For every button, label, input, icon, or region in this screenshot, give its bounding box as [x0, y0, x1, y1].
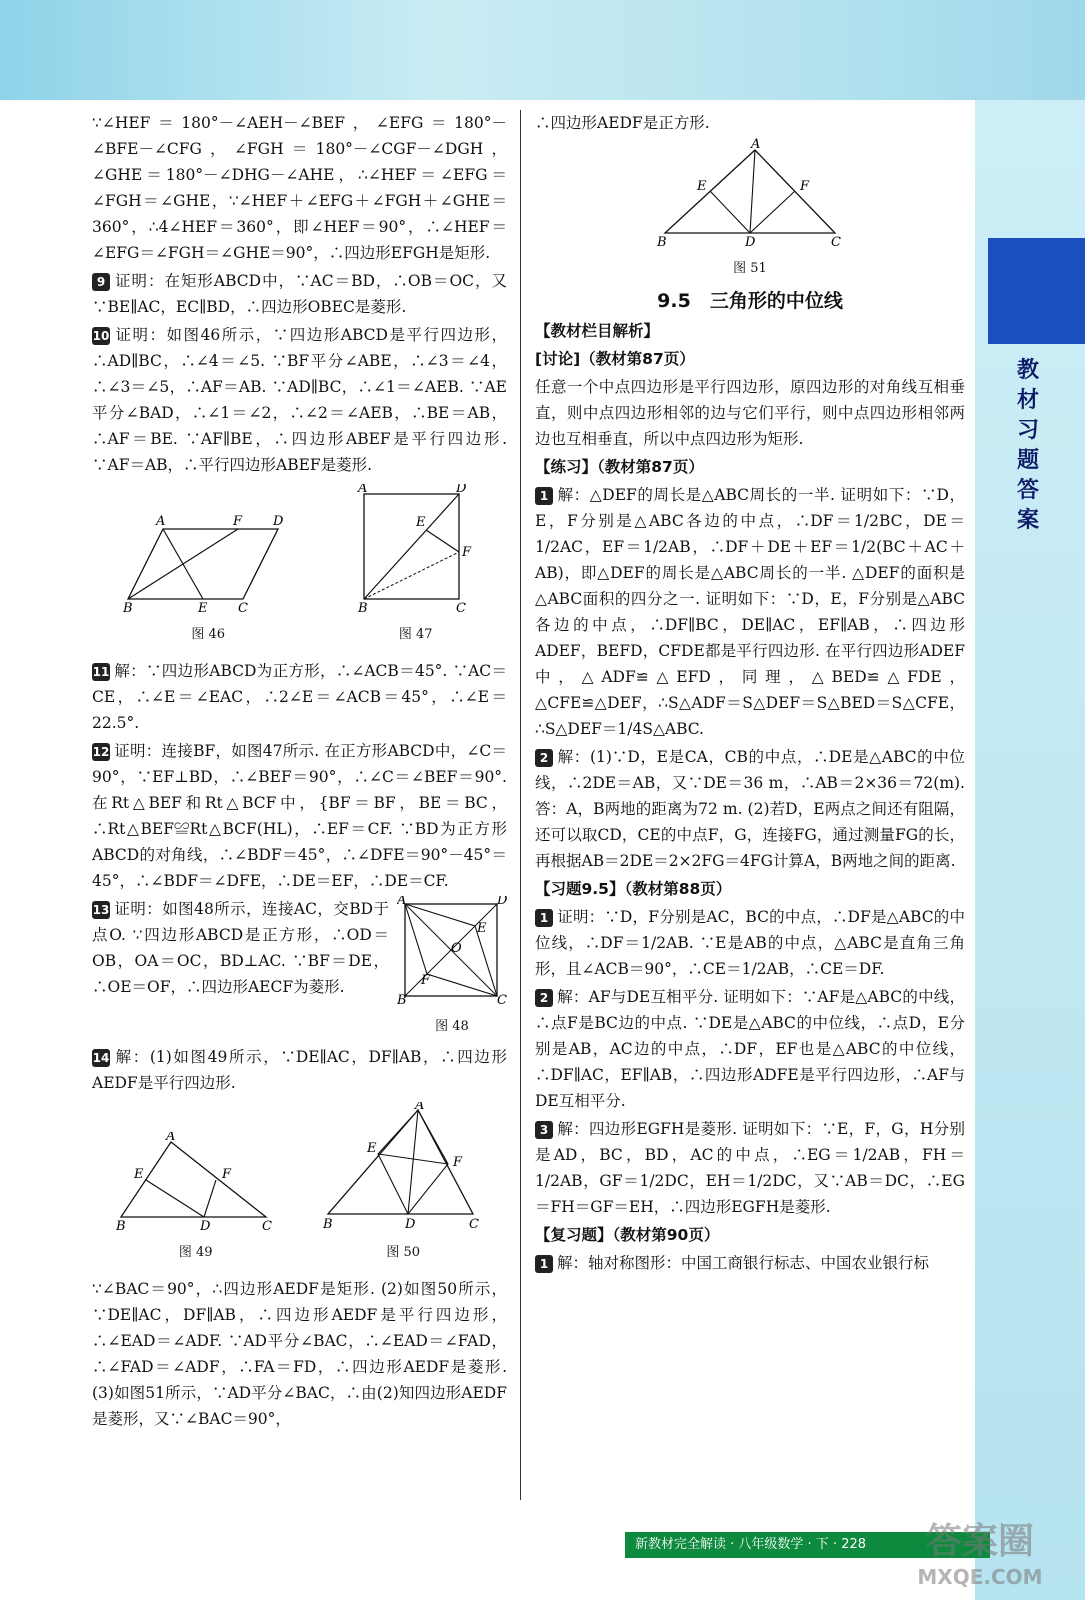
- heading-practice: 【练习】（教材第87页）: [535, 458, 704, 476]
- problem-number-badge: 13: [92, 903, 110, 917]
- problem-text: 证明：在矩形ABCD中，∵AC＝BD，∴OB＝OC，又∵BE∥AC，EC∥BD，∴四边形OBEC是菱形.: [92, 272, 507, 316]
- section-title: 9.5 三角形的中位线: [657, 290, 843, 312]
- svg-text:A: A: [165, 1132, 176, 1144]
- right-triangle-figure: [116, 1132, 276, 1232]
- svg-text:B: B: [323, 1217, 333, 1232]
- figure-49: [116, 1132, 276, 1270]
- svg-text:O: O: [451, 941, 462, 956]
- review-1: [535, 1250, 965, 1276]
- problem-11: [92, 658, 507, 736]
- parallelogram-figure: [123, 514, 293, 614]
- triangle-bisector-figure: [323, 1102, 483, 1232]
- problem-number-badge: 1: [535, 1255, 553, 1273]
- problem-text: 解：△DEF的周长是△ABC周长的一半. 证明如下：∵D，E，F分别是△ABC各边的中点，∴DF＝1/2BC，DE＝1/2AC，EF＝1/2AB，∴DF＋DE＋EF＝1/2(BC＋AC＋AB)，即△DEF的周长是△ABC周长的一半. △DEF的面积是△ABC面积的四分之一. 证明如下：∵D，E，F分别是△ABC各边的中点，∴DF∥BC，DE∥AC，EF∥AB，∴四边形ADEF，BEFD，CFDE都是平行四边形. 在平行四边形ADEF中，△ADF≌△EFD，同理，△BED≌△FDE，△CFE≌△DEF，∴S△ADF＝S△DEF＝S△BED＝S△CFE，∴S△DEF＝1/4S△ABC.: [535, 486, 965, 738]
- svg-text:B: B: [657, 235, 667, 248]
- left-para-14b: ∵∠BAC＝90°，∴四边形AEDF是矩形. (2)如图50所示，∵DE∥AC，DF∥AB，∴四边形AEDF是平行四边形，∴∠EAD＝∠ADF. ∵AD平分∠BAC，∴∠EAD＝∠FAD，∴∠FAD＝∠ADF，∴FA＝FD，∴四边形AEDF是菱形. (3)如图51所示，∵AD平分∠BAC，∴由(2)知四边形AEDF是菱形，又∵∠BAC＝90°，: [92, 1280, 507, 1428]
- problem-text: 解：∵四边形ABCD为正方形，∴∠ACB＝45°. ∵AC＝CE，∴∠E＝∠EAC，∴2∠E＝∠ACB＝45°，∴∠E＝22.5°.: [92, 662, 507, 732]
- svg-text:A: A: [415, 1102, 425, 1113]
- problem-number-badge: 1: [535, 487, 553, 505]
- svg-text:A: A: [397, 896, 407, 908]
- figure-caption: 图 49: [178, 1245, 213, 1260]
- square-figure: [356, 484, 476, 614]
- practice-1: [535, 482, 965, 742]
- svg-text:B: B: [357, 601, 368, 614]
- figure-caption: 图 50: [386, 1245, 421, 1260]
- problem-10: [92, 322, 507, 478]
- exercise-1: [535, 904, 965, 982]
- problem-text: 证明：如图48所示，连接AC，交BD于点O. ∵四边形ABCD是正方形，∴OD＝OB，OA＝OC，BD⊥AC. ∵BF＝DE，∴OE＝OF，∴四边形AECF为菱形.: [92, 900, 389, 996]
- heading-exercise-9-5: 【习题9.5】（教材第88页）: [535, 880, 732, 898]
- side-chapter-tab: [988, 238, 1085, 344]
- practice-2: [535, 744, 965, 874]
- svg-text:D: D: [273, 514, 284, 529]
- problem-number-badge: 10: [92, 329, 110, 343]
- figure-row-49-50: [92, 1102, 507, 1270]
- problem-14: [92, 1044, 507, 1096]
- problem-text: 证明：∵D，F分别是AC，BC的中点，∴DF是△ABC的中位线，∴DF＝1/2AB. ∵E是AB的中点，△ABC是直角三角形，且∠ACB＝90°，∴CE＝1/2AB，∴CE＝DF.: [535, 908, 965, 978]
- svg-text:B: B: [123, 601, 133, 614]
- exercise-2: [535, 984, 965, 1114]
- svg-text:F: F: [233, 514, 243, 529]
- watermark: [880, 1520, 1080, 1596]
- problem-text: 解：(1)∵D，E是CA，CB的中点，∴DE是△ABC的中位线，∴2DE＝AB，又∵DE＝36 m，∴AB＝2×36＝72(m). 答：A，B两地的距离为72 m. (2)若D，E两点之间还有阻隔，还可以取CD，CE的中点F，G，连接FG，通过测量FG的长，再根据AB＝2DE＝2×2FG＝4FG计算A，B两地之间的距离.: [535, 748, 965, 870]
- svg-text:C: C: [261, 1219, 272, 1232]
- svg-text:E: E: [415, 515, 426, 530]
- right-para-0: ∴四边形AEDF是正方形.: [535, 114, 710, 132]
- heading-review: 【复习题】（教材第90页）: [535, 1226, 720, 1244]
- figure-46: [123, 514, 293, 652]
- svg-text:C: C: [831, 235, 841, 248]
- problem-text: 解：AF与DE互相平分. 证明如下：∵AF是△ABC的中线，∴点F是BC边的中点. ∵DE是△ABC的中位线，∴点D，E分别是AB，AC边的中点，∴DF，EF也是△ABC的中位线，∴DF∥AC，EF∥AB，∴四边形ADFE是平行四边形，∴AF与DE互相平分.: [535, 988, 965, 1110]
- figure-48: [397, 896, 507, 1044]
- left-column: [92, 110, 507, 1434]
- watermark-brand: 答案圈: [925, 1521, 1034, 1562]
- side-section-label: 教材习题答案: [1016, 357, 1039, 533]
- svg-text:D: D: [405, 1217, 416, 1232]
- figure-caption: 图 48: [435, 1019, 469, 1034]
- right-column: [535, 110, 965, 1278]
- problem-number-badge: 12: [92, 745, 110, 759]
- isosceles-right-triangle-figure: [655, 138, 845, 248]
- svg-text:E: E: [367, 1141, 377, 1156]
- figure-50: [323, 1102, 483, 1270]
- rhombus-in-square-figure: [397, 896, 507, 1006]
- problem-number-badge: 11: [92, 665, 110, 679]
- svg-text:B: B: [397, 993, 407, 1006]
- svg-text:E: E: [477, 921, 487, 936]
- exercise-3: [535, 1116, 965, 1220]
- heading-discussion: [讨论]（教材第87页）: [535, 350, 695, 368]
- svg-text:F: F: [461, 545, 471, 560]
- problem-number-badge: 9: [92, 273, 110, 291]
- svg-text:B: B: [115, 1219, 126, 1232]
- page-footer: 新教材完全解读 · 八年级数学 · 下 · 228: [625, 1532, 990, 1558]
- problem-number-badge: 3: [535, 1121, 553, 1139]
- problem-text: 解：(1)如图49所示，∵DE∥AC，DF∥AB，∴四边形AEDF是平行四边形.: [92, 1048, 507, 1092]
- problem-number-badge: 1: [535, 909, 553, 927]
- svg-text:D: D: [497, 896, 507, 908]
- figure-caption: 图 47: [398, 627, 433, 642]
- problem-9: [92, 268, 507, 320]
- svg-text:E: E: [198, 601, 208, 614]
- svg-text:C: C: [497, 993, 507, 1006]
- svg-text:D: D: [745, 235, 756, 248]
- problem-13-row: [92, 896, 507, 1044]
- svg-text:C: C: [455, 601, 466, 614]
- svg-text:F: F: [221, 1167, 231, 1182]
- figure-row-46-47: [92, 484, 507, 652]
- problem-number-badge: 14: [92, 1051, 110, 1065]
- svg-text:C: C: [469, 1217, 480, 1232]
- svg-text:E: E: [697, 179, 707, 194]
- svg-text:D: D: [455, 484, 467, 496]
- svg-text:A: A: [751, 138, 761, 152]
- heading-textbook-analysis: 【教材栏目解析】: [535, 322, 660, 340]
- svg-text:F: F: [453, 1155, 463, 1170]
- problem-12: [92, 738, 507, 894]
- svg-text:E: E: [133, 1167, 144, 1182]
- top-decorative-band: [0, 0, 1085, 100]
- left-para-1: ∵∠HEF＝180°－∠AEH－∠BEF，∠EFG＝180°－∠BFE－∠CFG，∠FGH＝180°－∠CGF－∠DGH，∠GHE＝180°－∠DHG－∠AHE，∴∠HEF＝∠EFG＝∠FGH＝∠GHE，∵∠HEF＋∠EFG＋∠FGH＋∠GHE＝360°，∴4∠HEF＝360°，即∠HEF＝90°，∴∠HEF＝∠EFG＝∠FGH＝∠GHE＝90°，∴四边形EFGH是矩形.: [92, 114, 507, 262]
- svg-text:A: A: [156, 514, 166, 529]
- figure-47: [356, 484, 476, 652]
- svg-text:F: F: [800, 179, 810, 194]
- problem-text: 证明：如图46所示，∵四边形ABCD是平行四边形，∴AD∥BC，∴∠4＝∠5. ∵BF平分∠ABE，∴∠3＝∠4，∴∠3＝∠5，∴AF＝AB. ∵AD∥BC，∴∠1＝∠AEB. ∵AE平分∠BAD，∴∠1＝∠2，∴∠2＝∠AEB，∴BE＝AB，∴AF＝BE. ∵AF∥BE，∴四边形ABEF是平行四边形. ∵AF＝AB，∴平行四边形ABEF是菱形.: [92, 326, 508, 474]
- watermark-site: MXQE.COM: [917, 1565, 1043, 1589]
- problem-number-badge: 2: [535, 989, 553, 1007]
- figure-caption: 图 51: [733, 261, 767, 276]
- column-divider: [520, 110, 521, 1500]
- svg-text:C: C: [238, 601, 249, 614]
- svg-text:D: D: [199, 1219, 211, 1232]
- problem-number-badge: 2: [535, 749, 553, 767]
- svg-text:F: F: [421, 973, 431, 988]
- problem-text: 解：轴对称图形：中国工商银行标志、中国农业银行标: [557, 1254, 930, 1272]
- figure-51: [535, 138, 965, 282]
- figure-caption: 图 46: [191, 627, 226, 642]
- svg-text:A: A: [357, 484, 368, 496]
- problem-text: 证明：连接BF，如图47所示. 在正方形ABCD中，∠C＝90°，∵EF⊥BD，∴∠BEF＝90°，∴∠C＝∠BEF＝90°. 在Rt△BEF和Rt△BCF中，{BF＝BF，BE＝BC，∴Rt△BEF≌Rt△BCF(HL)，∴EF＝CF. ∵BD为正方形ABCD的对角线，∴∠BDF＝45°，∴∠DFE＝90°－45°＝45°，∴∠BDF＝∠DFE，∴DE＝EF，∴DE＝CF.: [92, 742, 507, 890]
- discussion-text: 任意一个中点四边形是平行四边形，原四边形的对角线互相垂直，则中点四边形相邻的边与它们平行，则中点四边形相邻两边也互相垂直，所以中点四边形为矩形.: [535, 378, 965, 448]
- problem-13: [92, 896, 389, 1000]
- problem-text: 解：四边形EGFH是菱形. 证明如下：∵E，F，G，H分别是AD，BC，BD，AC的中点，∴EG＝1/2AB，FH＝1/2AB，GF＝1/2DC，EH＝1/2DC，又∵AB＝DC，∴EG＝FH＝GF＝EH，∴四边形EGFH是菱形.: [535, 1120, 965, 1216]
